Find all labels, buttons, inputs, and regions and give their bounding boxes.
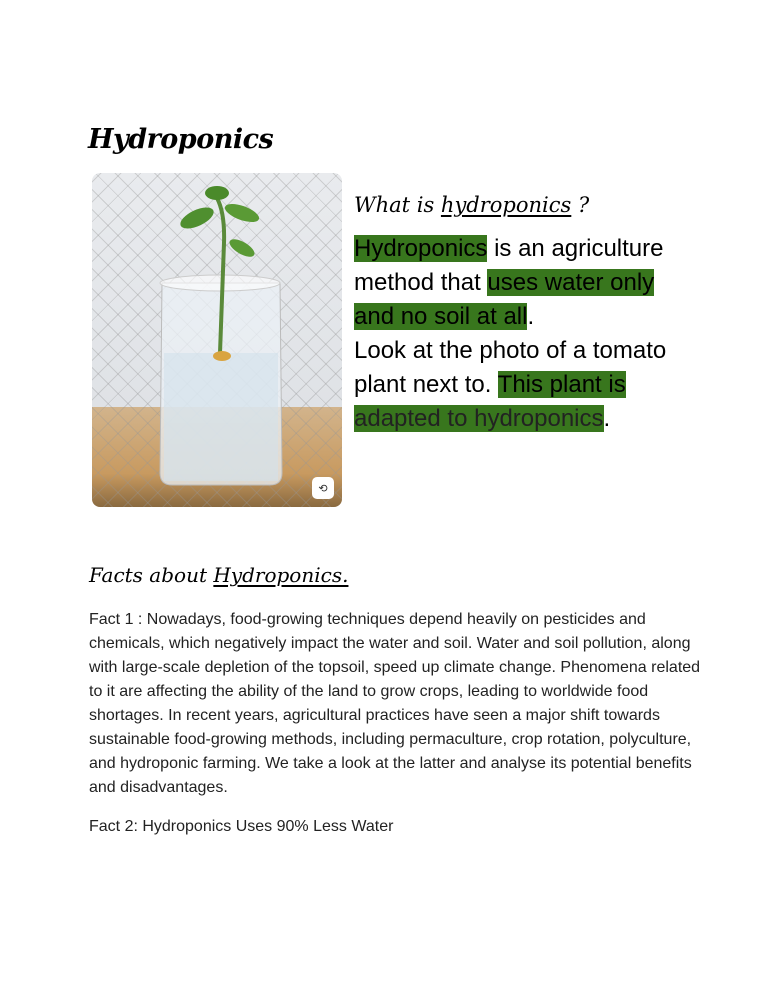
question-heading <box>354 193 589 217</box>
highlight-hydroponics: Hydroponics <box>354 235 488 262</box>
highlight-adapted: adapted to hydroponics <box>354 405 604 432</box>
fact-1: Fact 1 : Nowadays, food-growing techniques depend heavily on pesticides and chemicals, which negatively impact the water and soil. Water and soil pollution, along with large-scale depletion of the topsoil, speed up climate change. Phenomena related to it are affecting the ability of the land to grow crops, leading to worldwide food shortages. In recent years, agricultural practices have seen a major shift towards sustainable food-growing methods, including permaculture, crop rotation, polyculture, and hydroponic farming. We take a look at the latter and analyse its potential benefits and disadvantages. <box>89 611 701 796</box>
fact-2: Fact 2: Hydroponics Uses 90% Less Water <box>89 818 394 835</box>
intro-paragraph <box>354 232 684 436</box>
intro-text: . <box>527 303 535 330</box>
intro-text: is an agriculture method that <box>354 235 664 296</box>
question-keyword: hydroponics <box>440 193 572 217</box>
highlight-this-plant: This plant is <box>497 371 626 398</box>
zoom-icon[interactable]: ⟲ <box>312 477 334 499</box>
page-title: Hydroponics <box>88 124 274 155</box>
question-prefix: What is <box>354 193 441 217</box>
intro-text: Look at the photo of a tomato plant next to. <box>354 337 667 398</box>
facts-heading-keyword: Hydroponics. <box>213 563 349 587</box>
facts-heading <box>89 563 348 587</box>
tomato-plant-photo[interactable] <box>92 173 342 507</box>
intro-text: . <box>603 405 611 432</box>
plant-illustration <box>92 173 342 507</box>
facts-heading-prefix: Facts about <box>89 563 214 587</box>
question-suffix: ? <box>571 193 590 217</box>
highlight-water-only: uses water only and no soil at all <box>354 269 655 330</box>
